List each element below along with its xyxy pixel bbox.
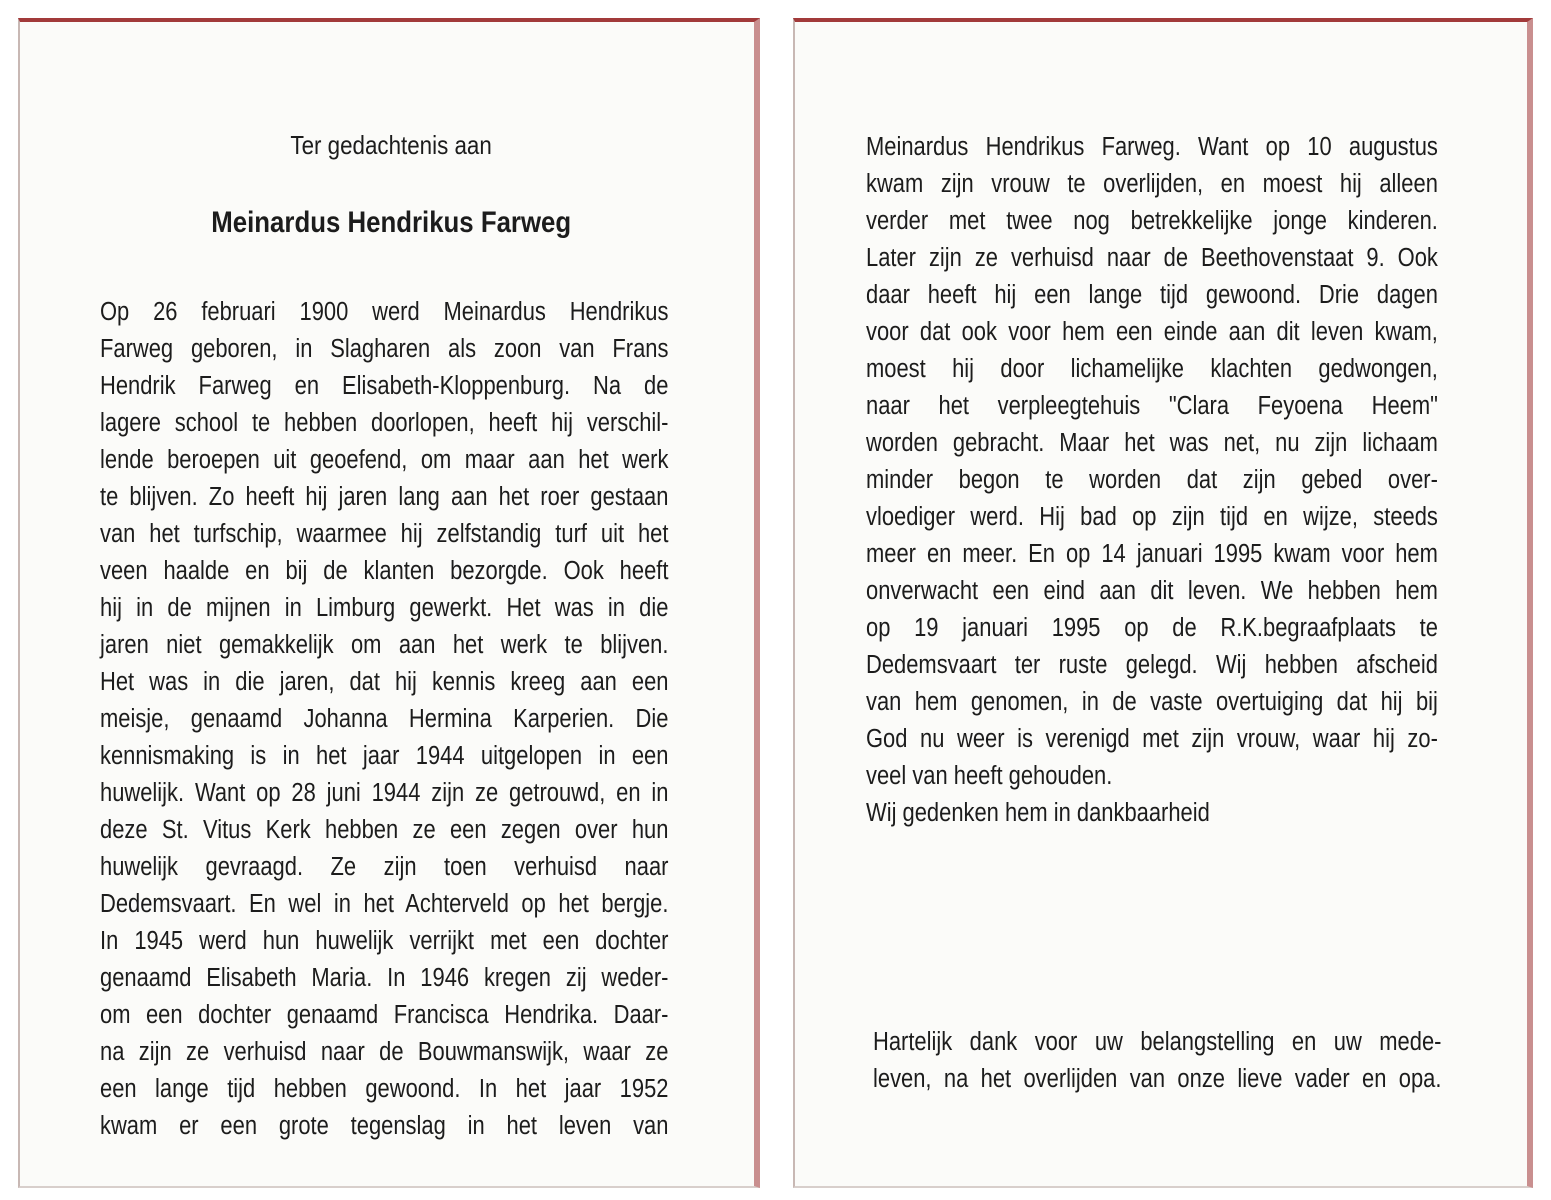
text-line: lagere school te hebben doorlopen, heeft hij verschil-: [100, 409, 669, 437]
closing-note: [873, 1024, 1441, 1098]
right-card: [793, 18, 1533, 1188]
deceased-name: Meinardus Hendrikus Farweg: [211, 206, 571, 239]
text-line: te blijven. Zo heeft hij jaren lang aan het roer gestaan: [100, 483, 669, 511]
text-line: Farweg geboren, in Slagharen als zoon van Frans: [100, 335, 669, 363]
text-line: Meinardus Hendrikus Farweg. Want op 10 augustus: [866, 133, 1438, 161]
text-line: lende beroepen uit geoefend, om maar aan het werk: [100, 446, 669, 474]
text-line: leven, na het overlijden van onze lieve vader en opa.: [873, 1065, 1442, 1093]
text-line: jaren niet gemakkelijk om aan het werk te blijven.: [100, 631, 669, 659]
text-line: veel van heeft gehouden.: [866, 762, 1113, 790]
text-line: Op 26 februari 1900 werd Meinardus Hendrikus: [100, 298, 669, 326]
text-line: huwelijk gevraagd. Ze zijn toen verhuisd naar: [100, 853, 669, 881]
text-line: een lange tijd hebben gewoond. In het jaar 1952: [100, 1075, 669, 1103]
text-line: meer en meer. En op 14 januari 1995 kwam voor hem: [866, 540, 1438, 568]
text-line: hij in de mijnen in Limburg gewerkt. Het was in die: [100, 594, 669, 622]
text-line: Dedemsvaart ter ruste gelegd. Wij hebben afscheid: [866, 651, 1438, 679]
text-line: van het turfschip, waarmee hij zelfstandig turf uit het: [100, 520, 669, 548]
right-body-text: [866, 129, 1438, 832]
left-body-text: [100, 294, 668, 1145]
text-line: veen haalde en bij de klanten bezorgde. Ook heeft: [100, 557, 669, 585]
text-line: moest hij door lichamelijke klachten gedwongen,: [866, 355, 1438, 383]
text-line: Wij gedenken hem in dankbaarheid: [866, 799, 1210, 827]
text-line: worden gebracht. Maar het was net, nu zijn lichaam: [866, 429, 1438, 457]
text-line: God nu weer is verenigd met zijn vrouw, waar hij zo-: [866, 725, 1438, 753]
text-line: kennismaking is in het jaar 1944 uitgelopen in een: [100, 742, 669, 770]
text-line: voor dat ook voor hem een einde aan dit leven kwam,: [866, 318, 1438, 346]
text-line: kwam er een grote tegenslag in het leven van: [100, 1112, 669, 1140]
left-card: [18, 18, 760, 1188]
text-line: op 19 januari 1995 op de R.K.begraafplaats te: [866, 614, 1438, 642]
text-line: verder met twee nog betrekkelijke jonge kinderen.: [866, 207, 1438, 235]
text-line: om een dochter genaamd Francisca Hendrika. Daar-: [100, 1001, 669, 1029]
text-line: Hartelijk dank voor uw belangstelling en uw mede-: [873, 1028, 1442, 1056]
intro-heading: Ter gedachtenis aan: [290, 130, 492, 160]
text-line: onverwacht een eind aan dit leven. We hebben hem: [866, 577, 1438, 605]
text-line: genaamd Elisabeth Maria. In 1946 kregen zij weder-: [100, 964, 669, 992]
text-line: In 1945 werd hun huwelijk verrijkt met een dochter: [100, 927, 669, 955]
text-line: na zijn ze verhuisd naar de Bouwmanswijk, waar ze: [100, 1038, 669, 1066]
text-line: meisje, genaamd Johanna Hermina Karperien. Die: [100, 705, 669, 733]
text-line: vloediger werd. Hij bad op zijn tijd en wijze, steeds: [866, 503, 1438, 531]
text-line: naar het verpleegtehuis "Clara Feyoena Heem": [866, 392, 1438, 420]
text-line: kwam zijn vrouw te overlijden, en moest hij alleen: [866, 170, 1438, 198]
text-line: deze St. Vitus Kerk hebben ze een zegen over hun: [100, 816, 669, 844]
text-line: van hem genomen, in de vaste overtuiging dat hij bij: [866, 688, 1438, 716]
text-line: minder begon te worden dat zijn gebed over-: [866, 466, 1438, 494]
text-line: Hendrik Farweg en Elisabeth-Kloppenburg. Na de: [100, 372, 669, 400]
text-line: Het was in die jaren, dat hij kennis kreeg aan een: [100, 668, 669, 696]
text-line: daar heeft hij een lange tijd gewoond. Drie dagen: [866, 281, 1438, 309]
text-line: huwelijk. Want op 28 juni 1944 zijn ze getrouwd, en in: [100, 779, 669, 807]
text-line: Dedemsvaart. En wel in het Achterveld op het bergje.: [100, 890, 669, 918]
text-line: Later zijn ze verhuisd naar de Beethovenstaat 9. Ook: [866, 244, 1438, 272]
